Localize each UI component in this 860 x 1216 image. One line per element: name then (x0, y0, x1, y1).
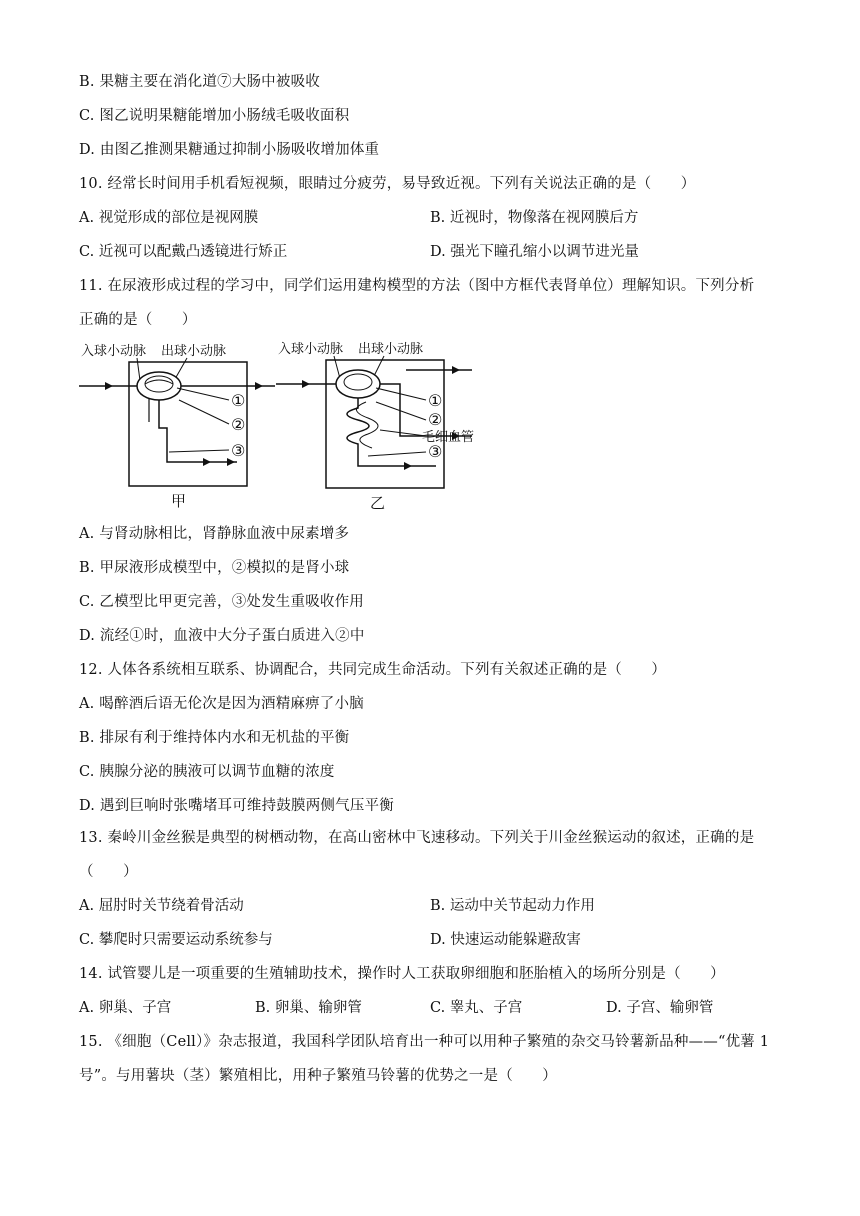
q14-option-b: B. 卵巢、输卵管 (255, 1000, 362, 1016)
q15-stem-line2: 号”。与用薯块（茎）繁殖相比，用种子繁殖马铃薯的优势之一是（ ） (79, 1068, 558, 1084)
q11-option-d: D. 流经①时，血液中大分子蛋白质进入②中 (79, 628, 365, 644)
fig-a-caption: 甲 (171, 492, 187, 510)
q12-option-b: B. 排尿有利于维持体内水和无机盐的平衡 (79, 730, 350, 746)
figure-nephron-model-a (79, 340, 279, 512)
q15-stem-line1: 15. 《细胞（Cell）》杂志报道，我国科学团队培育出一种可以用种子繁殖的杂交马铃薯新品种——“优薯 1 (79, 1034, 770, 1050)
fig-b-caption: 乙 (370, 494, 386, 512)
q10-stem: 10. 经常长时间用手机看短视频，眼睛过分疲劳，易导致近视。下列有关说法正确的是（ ） (79, 176, 696, 192)
fig-a-efferent-label: 出球小动脉 (161, 344, 227, 359)
q9-option-d: D. 由图乙推测果糖通过抑制小肠吸收增加体重 (79, 142, 380, 158)
fig-b-label-1: ① (428, 391, 443, 410)
q11-option-a: A. 与肾动脉相比，肾静脉血液中尿素增多 (79, 526, 350, 542)
q14-stem: 14. 试管婴儿是一项重要的生殖辅助技术，操作时人工获取卵细胞和胚胎植入的场所分别是（ ） (79, 966, 725, 982)
q11-option-b: B. 甲尿液形成模型中，②模拟的是肾小球 (79, 560, 350, 576)
q10-option-d: D. 强光下瞳孔缩小以调节进光量 (430, 244, 639, 260)
q12-option-a: A. 喝醉酒后语无伦次是因为酒精麻痹了小脑 (79, 696, 364, 712)
q10-option-c: C. 近视可以配戴凸透镜进行矫正 (79, 244, 288, 260)
q12-option-c: C. 胰腺分泌的胰液可以调节血糖的浓度 (79, 764, 335, 780)
q12-stem: 12. 人体各系统相互联系、协调配合，共同完成生命活动。下列有关叙述正确的是（ ） (79, 662, 667, 678)
fig-a-afferent-label: 入球小动脉 (81, 344, 147, 359)
q14-option-d: D. 子宫、输卵管 (606, 1000, 714, 1016)
q12-option-d: D. 遇到巨响时张嘴堵耳可维持鼓膜两侧气压平衡 (79, 798, 394, 814)
fig-a-label-1: ① (231, 391, 246, 410)
q14-option-a: A. 卵巢、子宫 (79, 1000, 172, 1016)
q13-option-c: C. 攀爬时只需要运动系统参与 (79, 932, 273, 948)
q14-option-c: C. 睾丸、子宫 (430, 1000, 523, 1016)
q13-option-d: D. 快速运动能躲避敌害 (430, 932, 581, 948)
fig-b-afferent-label: 入球小动脉 (278, 342, 344, 357)
fig-b-capillary-label: 毛细血管 (422, 430, 475, 445)
q9-option-b: B. 果糖主要在消化道⑦大肠中被吸收 (79, 74, 320, 90)
fig-b-efferent-label: 出球小动脉 (358, 342, 424, 357)
fig-b-label-2: ② (428, 410, 443, 429)
q13-stem-line2: （ ） (79, 864, 138, 880)
fig-a-label-3: ③ (231, 441, 246, 460)
q11-stem-line2: 正确的是（ ） (79, 312, 197, 328)
q13-stem-line1: 13. 秦岭川金丝猴是典型的树栖动物，在高山密林中飞速移动。下列关于川金丝猴运动的叙述，正确的是 (79, 830, 755, 846)
q9-option-c: C. 图乙说明果糖能增加小肠绒毛吸收面积 (79, 108, 350, 124)
fig-b-label-3: ③ (428, 442, 443, 461)
q11-stem-line1: 11. 在尿液形成过程的学习中，同学们运用建构模型的方法（图中方框代表肾单位）理解知识。下列分析 (79, 278, 755, 294)
q13-option-b: B. 运动中关节起动力作用 (430, 898, 595, 914)
q10-option-b: B. 近视时，物像落在视网膜后方 (430, 210, 639, 226)
q13-option-a: A. 屈肘时关节绕着骨活动 (79, 898, 244, 914)
q11-option-c: C. 乙模型比甲更完善，③处发生重吸收作用 (79, 594, 364, 610)
fig-a-label-2: ② (231, 415, 246, 434)
q10-option-a: A. 视觉形成的部位是视网膜 (79, 210, 259, 226)
figure-nephron-model-b (276, 340, 476, 512)
